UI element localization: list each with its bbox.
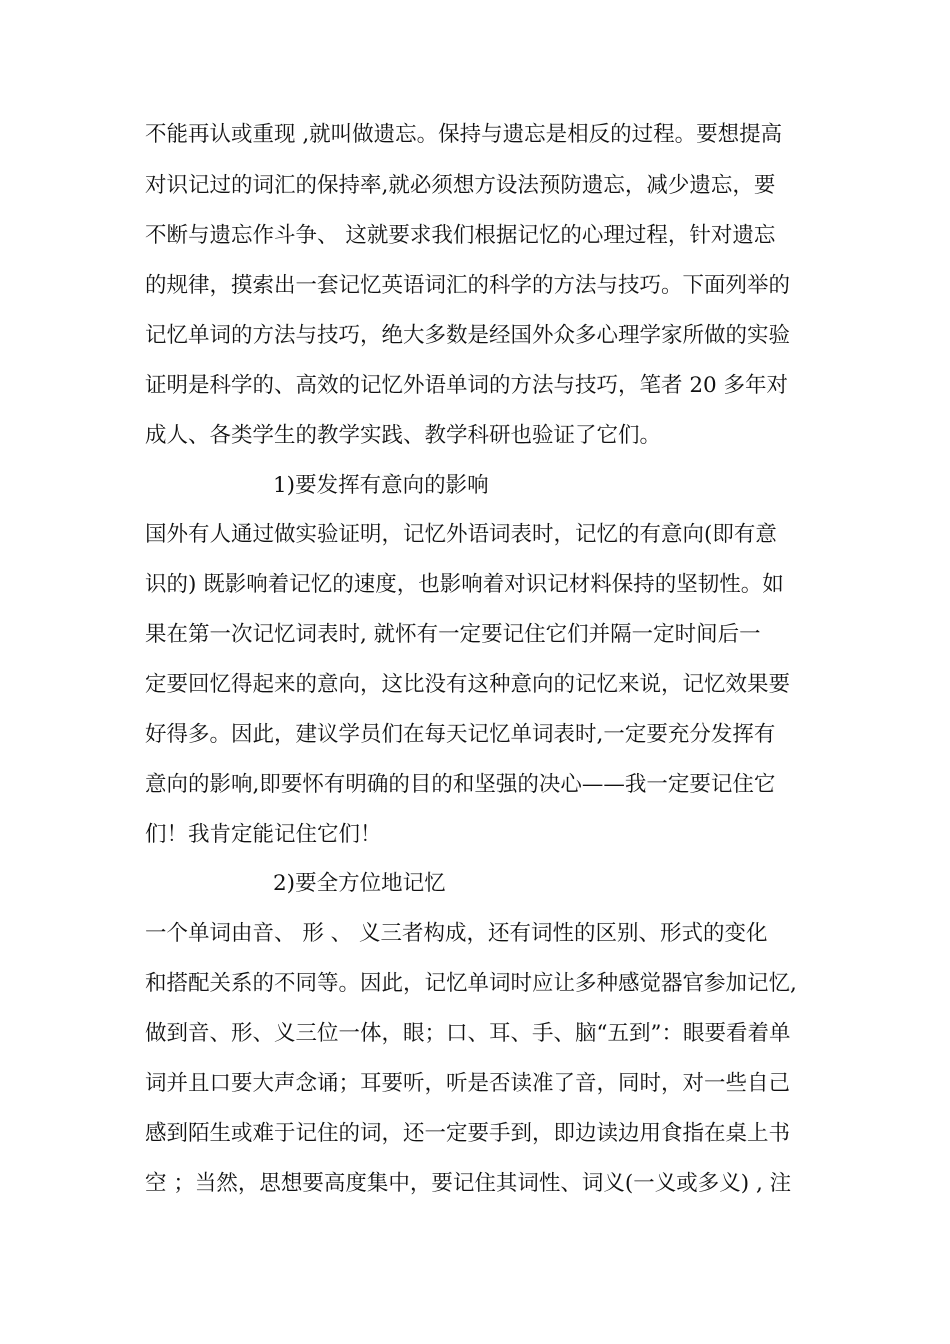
paragraph-1-line-6: 证明是科学的、高效的记忆外语单词的方法与技巧，笔者 20 多年对 — [145, 373, 789, 398]
paragraph-2-line-6: 意向的影响,即要怀有明确的目的和坚强的决心——我一定要记住它 — [145, 772, 776, 797]
heading-2: 2)要全方位地记忆 — [273, 871, 446, 896]
paragraph-1-line-4: 的规律，摸索出一套记忆英语词汇的科学的方法与技巧。下面列举的 — [145, 273, 791, 298]
paragraph-2-line-1: 国外有人通过做实验证明，记忆外语词表时，记忆的有意向(即有意 — [145, 522, 777, 547]
paragraph-3-line-1: 一个单词由音、 形 、 义三者构成，还有词性的区别、形式的变化 — [145, 921, 768, 946]
paragraph-1-line-3: 不断与遗忘作斗争、 这就要求我们根据记忆的心理过程，针对遗忘 — [145, 223, 776, 248]
paragraph-1-line-1: 不能再认或重现 ,就叫做遗忘。保持与遗忘是相反的过程。要想提高 — [145, 122, 783, 147]
paragraph-2-line-7: 们！我肯定能记住它们！ — [145, 822, 382, 847]
paragraph-1-line-7: 成人、各类学生的教学实践、教学科研也验证了它们。 — [145, 423, 662, 448]
paragraph-2-line-5: 好得多。因此，建议学员们在每天记忆单词表时,一定要充分发挥有 — [145, 722, 776, 747]
paragraph-3-line-2: 和搭配关系的不同等。因此，记忆单词时应让多种感觉器官参加记忆, — [145, 971, 797, 996]
paragraph-1-line-5: 记忆单词的方法与技巧，绝大多数是经国外众多心理学家所做的实验 — [145, 323, 791, 348]
paragraph-3-line-5: 感到陌生或难于记住的词，还一定要手到，即边读边用食指在桌上书 — [145, 1121, 791, 1146]
paragraph-3-line-6: 空 ；当然，思想要高度集中，要记住其词性、词义(一义或多义) , 注 — [145, 1171, 792, 1196]
paragraph-1-line-2: 对识记过的词汇的保持率,就必须想方设法预防遗忘，减少遗忘，要 — [145, 173, 776, 198]
heading-1: 1)要发挥有意向的影响 — [273, 473, 489, 498]
paragraph-2-line-2: 识的) 既影响着记忆的速度，也影响着对识记材料保持的坚韧性。如 — [145, 572, 784, 597]
paragraph-2-line-3: 果在第一次记忆词表时, 就怀有一定要记住它们并隔一定时间后一 — [145, 622, 761, 647]
paragraph-3-line-3: 做到音、形、义三位一体，眼；口、耳、手、脑“五到”：眼要看着单 — [145, 1021, 791, 1046]
paragraph-3-line-4: 词并且口要大声念诵；耳要听，听是否读准了音，同时，对一些自己 — [145, 1071, 791, 1096]
paragraph-2-line-4: 定要回忆得起来的意向，这比没有这种意向的记忆来说，记忆效果要 — [145, 672, 791, 697]
